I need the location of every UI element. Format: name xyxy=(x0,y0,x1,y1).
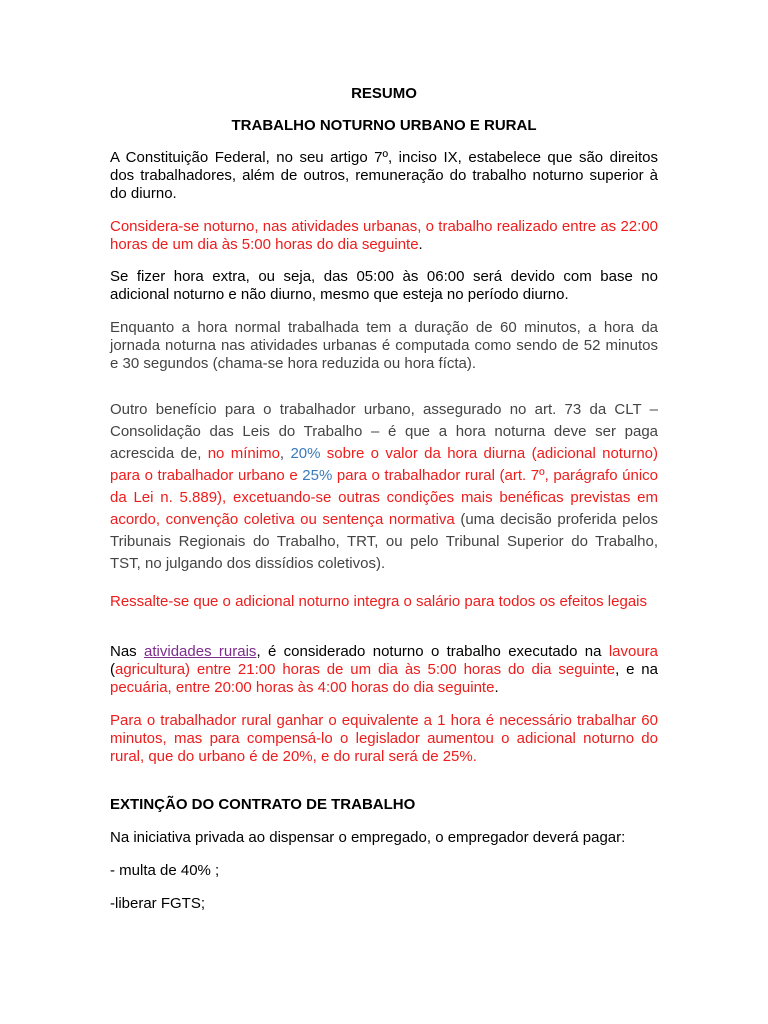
paragraph-dismissal: Na iniciativa privada ao dispensar o empregado, o empregador deverá pagar: xyxy=(110,829,626,846)
benefit-minimum: no mínimo xyxy=(207,445,280,462)
document-title: RESUMO xyxy=(351,85,417,102)
document-subtitle: TRABALHO NOTURNO URBANO E RURAL xyxy=(231,117,537,134)
urban-night-definition: Considera-se noturno, nas atividades urbanas, o trabalho realizado entre as 22:00 horas de um dia às 5:00 horas do dia seguinte xyxy=(110,218,658,253)
urban-night-period: . xyxy=(418,236,423,253)
rural-text-2: , e na xyxy=(615,661,658,678)
list-item-fgts: -liberar FGTS; xyxy=(110,895,206,912)
paragraph-rural-activities xyxy=(110,643,658,697)
benefit-intro: Outro benefício para o trabalhador urbano, assegurado no art. 73 da CLT – Consolidação das Leis do Trabalho – é que a hora noturna deve ser paga acrescida de, xyxy=(110,401,658,462)
rural-intro: Nas xyxy=(110,643,145,660)
benefit-urban-text: sobre o valor da hora diurna (adicional noturno) para o trabalhador urbano e xyxy=(110,445,658,484)
paragraph-reduced-hour: Enquanto a hora normal trabalhada tem a duração de 60 minutos, a hora da jornada noturna nas atividades urbanas é computada como sendo de 52 minutos e 30 segundos (chama-se hora reduzida ou hora fícta). xyxy=(110,319,658,372)
rural-agriculture-period: agricultura) entre 21:00 horas de um dia às 5:00 horas do dia seguinte xyxy=(115,661,616,678)
list-item-fine: - multa de 40% ; xyxy=(110,862,220,879)
paragraph-urban-night xyxy=(110,218,658,254)
benefit-decision-note: (uma decisão proferida pelos Tribunais Regionais do Trabalho, TRT, ou pelo Tribunal Superior do Trabalho, TST, no julgando dos dissídios coletivos). xyxy=(110,511,658,572)
paragraph-overtime: Se fizer hora extra, ou seja, das 05:00 às 06:00 será devido com base no adicional noturno e não diurno, mesmo que esteja no período diurno. xyxy=(110,268,658,303)
paragraph-constitution: A Constituição Federal, no seu artigo 7º, inciso IX, estabelece que são direitos dos trabalhadores, além de outros, remuneração do trabalho noturno superior à do diurno. xyxy=(110,149,658,202)
rural-lavoura: lavoura xyxy=(608,643,659,660)
rural-livestock-period: pecuária, entre 20:00 horas às 4:00 horas do dia seguinte xyxy=(110,679,495,696)
benefit-rural-percent: 25% xyxy=(302,467,333,484)
benefit-comma: , xyxy=(279,445,291,462)
section-heading-contract-termination: EXTINÇÃO DO CONTRATO DE TRABALHO xyxy=(110,796,416,813)
rural-activities-link[interactable]: atividades rurais xyxy=(144,643,257,660)
rural-text-1: , é considerado noturno o trabalho executado na xyxy=(256,643,609,660)
paragraph-integrates-salary: Ressalte-se que o adicional noturno integra o salário para todos os efeitos legais xyxy=(110,593,647,610)
paragraph-urban-benefit xyxy=(110,399,658,575)
rural-period: . xyxy=(494,679,499,696)
paragraph-rural-compensation: Para o trabalhador rural ganhar o equivalente a 1 hora é necessário trabalhar 60 minutos, mas para compensá-lo o legislador aumentou o adicional noturno do rural, que do urbano é de 20%, e do rural será de 25%. xyxy=(110,712,658,765)
benefit-rural-text: para o trabalhador rural (art. 7º, parágrafo único da Lei n. 5.889), excetuando-se outras condições mais benéficas previstas em acordo, convenção coletiva ou sentença normativa xyxy=(110,467,659,528)
rural-paren: ( xyxy=(110,661,115,678)
benefit-urban-percent: 20% xyxy=(290,445,321,462)
